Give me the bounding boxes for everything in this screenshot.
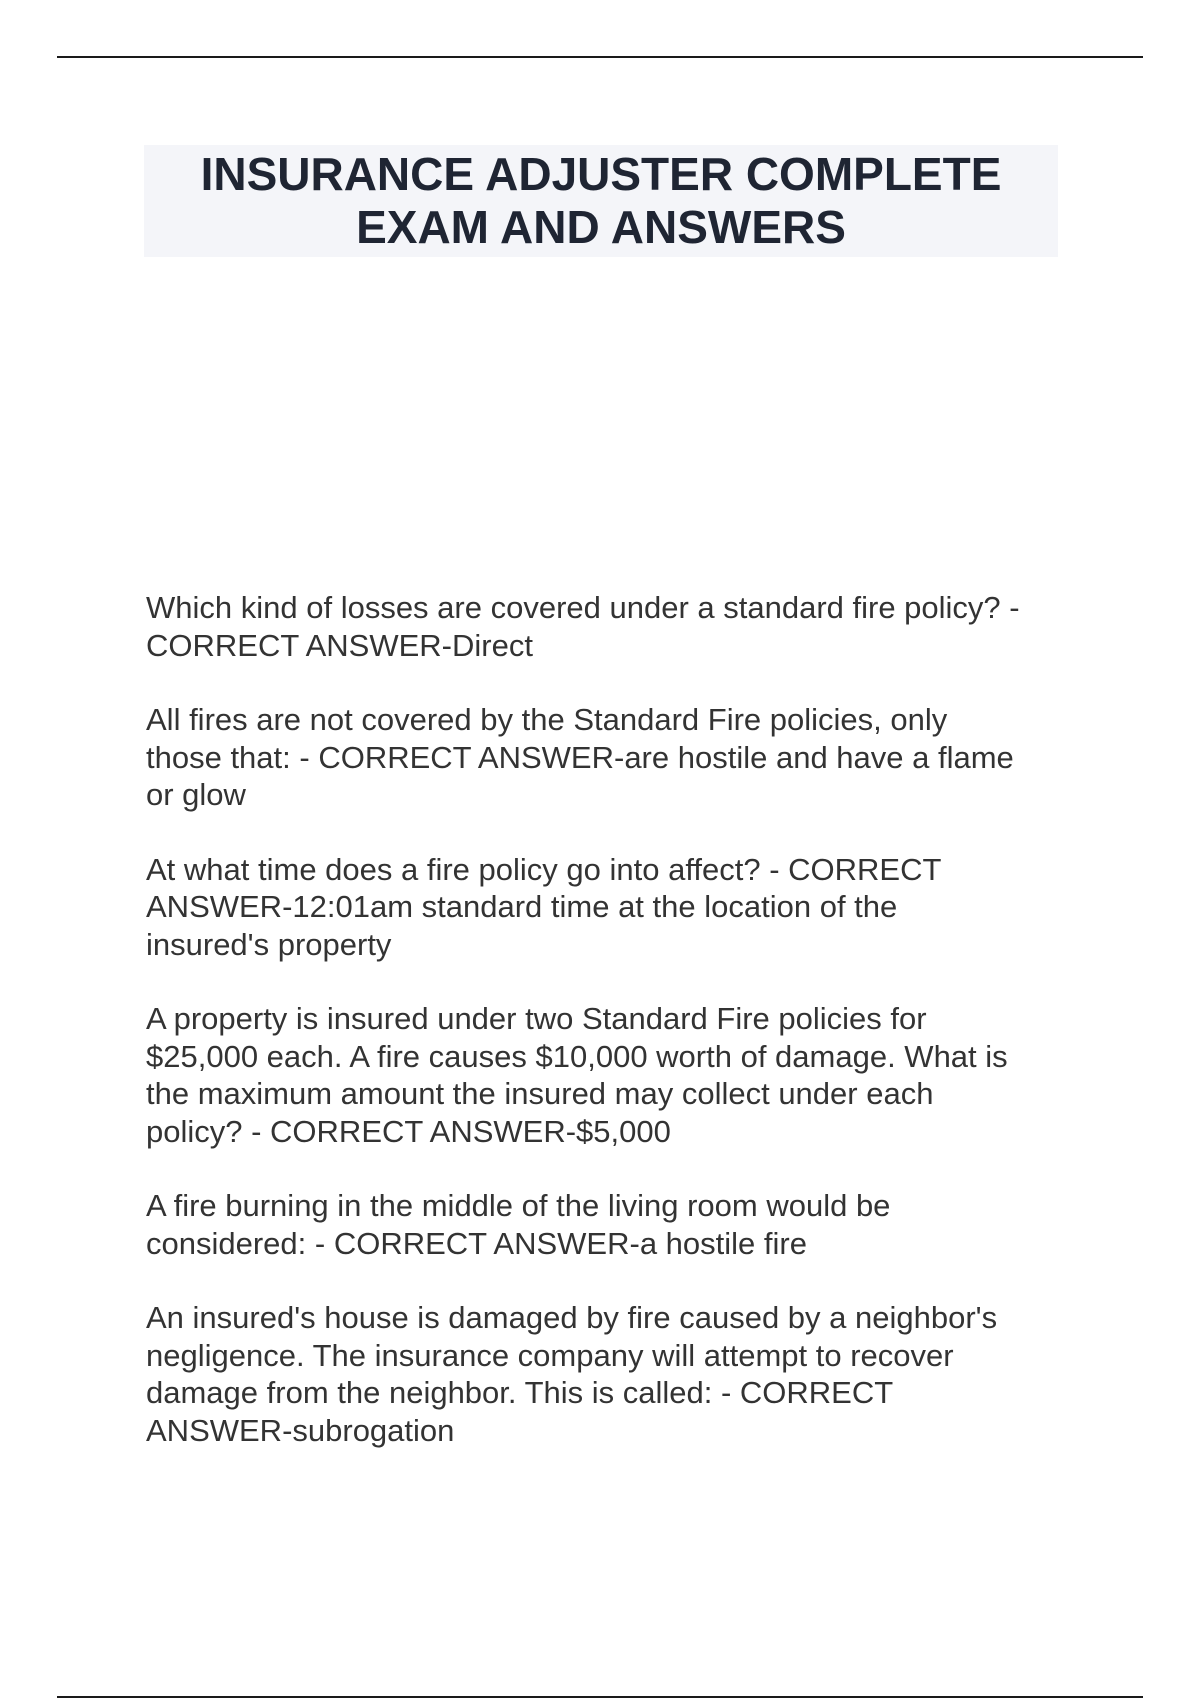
qa-line: At what time does a fire policy go into affect? - CORRECT [146,851,942,887]
qa-line: negligence. The insurance company will attempt to recover [146,1337,954,1373]
qa-line: the maximum amount the insured may collect under each [146,1076,934,1111]
title-line-2: EXAM AND ANSWERS [356,201,846,253]
qa-item [146,701,1066,814]
title-line-1: INSURANCE ADJUSTER COMPLETE [200,148,1002,200]
qa-item [146,1187,1066,1262]
qa-line: CORRECT ANSWER-Direct [146,627,533,663]
bottom-rule [57,1696,1143,1698]
title-banner [144,145,1058,257]
qa-line: $25,000 each. A fire causes $10,000 worth of damage. What is [146,1038,1008,1074]
qa-list [146,589,1066,1486]
qa-line: insured's property [146,926,392,962]
qa-line: or glow [146,777,246,812]
qa-line: those that: - CORRECT ANSWER-are hostile and have a flame [146,739,1014,775]
qa-line: An insured's house is damaged by fire caused by a neighbor's [146,1300,998,1335]
qa-line: ANSWER-12:01am standard time at the location of the [146,889,898,924]
qa-line: policy? - CORRECT ANSWER-$5,000 [146,1113,671,1149]
qa-line: damage from the neighbor. This is called: - CORRECT [146,1375,894,1410]
qa-line: A fire burning in the middle of the living room would be [146,1188,891,1223]
qa-item [146,589,1066,664]
qa-item [146,851,1066,964]
qa-line: Which kind of losses are covered under a standard fire policy? - [146,590,1020,625]
qa-line: A property is insured under two Standard Fire policies for [146,1001,927,1036]
top-rule [57,56,1143,58]
qa-line: considered: - CORRECT ANSWER-a hostile fire [146,1225,807,1261]
qa-item [146,1299,1066,1449]
qa-line: ANSWER-subrogation [146,1412,455,1448]
qa-item [146,1000,1066,1150]
qa-line: All fires are not covered by the Standard Fire policies, only [146,702,948,737]
document-title [171,148,1031,254]
